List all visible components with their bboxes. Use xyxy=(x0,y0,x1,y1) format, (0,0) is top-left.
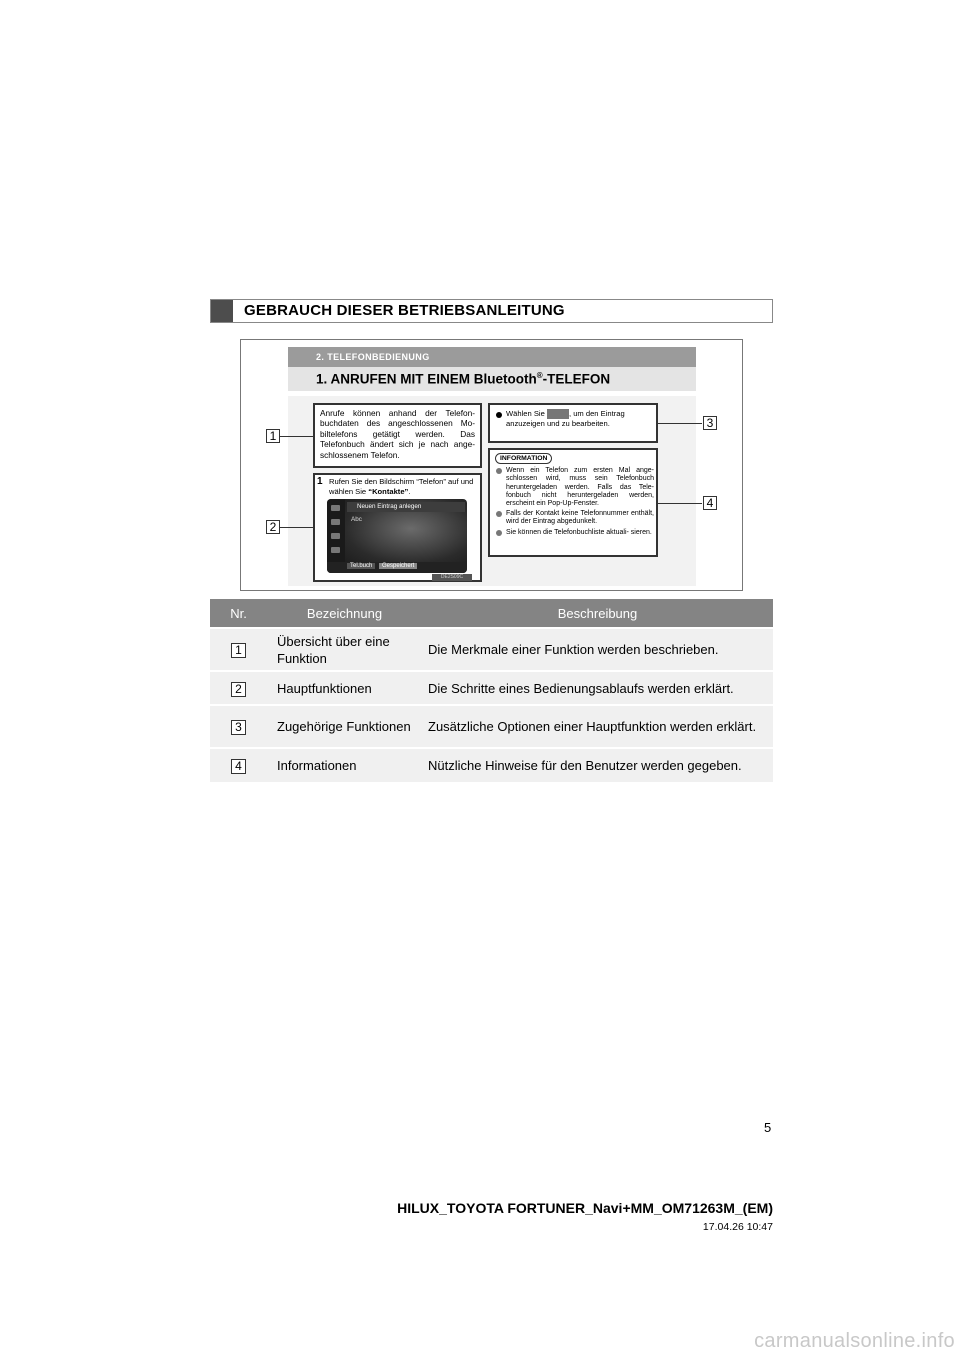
chapter-bar xyxy=(288,347,696,367)
table-header-row xyxy=(210,599,773,628)
header-description: Beschreibung xyxy=(422,599,773,628)
table-row xyxy=(210,748,773,782)
row-name: Zugehörige Funktionen xyxy=(267,705,422,748)
info-item: Wenn ein Telefon zum ersten Mal ange- schlossen wird, muss sein Telefonbuch heruntergeladen werden. Falls das Tele- fonbuch nicht heruntergeladen werden, erscheint ein Pop-Up-Fenster. xyxy=(506,467,654,508)
info-item: Falls der Kontakt keine Telefonnummer enthält, wird der Eintrag abgedunkelt. xyxy=(506,510,654,527)
section-title: GEBRAUCH DIESER BETRIEBSANLEITUNG xyxy=(244,302,565,319)
bullet-icon xyxy=(496,511,502,517)
step-text: Rufen Sie den Bildschirm “Telefon” auf und wählen Sie “Kontakte”. xyxy=(329,477,474,496)
row-description: Die Merkmale einer Funktion werden beschrieben. xyxy=(422,628,773,671)
callout-1: 1 xyxy=(266,429,280,443)
callout-3: 3 xyxy=(703,416,717,430)
screen-bottom-bar: Tel.buch Gespeichert xyxy=(327,562,467,573)
information-box xyxy=(488,448,658,557)
number-box: 4 xyxy=(231,759,246,774)
overview-box: Anrufe können anhand der Telefon- buchdaten des angeschlossenen Mo- biltelefons getätigt werden. Das Telefonbuch ändert sich je nach ange- schlossenem Telefon. xyxy=(313,403,482,468)
number-box: 1 xyxy=(231,643,246,658)
row-name: Hauptfunktionen xyxy=(267,671,422,705)
row-description: Zusätzliche Optionen einer Hauptfunktion werden erklärt. xyxy=(422,705,773,748)
footer-timestamp: 17.04.26 10:47 xyxy=(702,1221,773,1233)
sample-heading: 1. ANRUFEN MIT EINEM Bluetooth®-TELEFON xyxy=(316,371,611,387)
row-name: Übersicht über eine Funktion xyxy=(267,628,422,671)
related-function-box: Wählen Sie , um den Eintrag anzuzeigen und zu bearbeiten. xyxy=(488,403,658,443)
callout-2: 2 xyxy=(266,520,280,534)
footer-title: HILUX_TOYOTA FORTUNER_Navi+MM_OM71263M_(EM) xyxy=(397,1200,773,1216)
number-box: 2 xyxy=(231,682,246,697)
main-function-box xyxy=(313,473,482,582)
page-number: 5 xyxy=(764,1120,772,1135)
callout-line-2 xyxy=(279,527,313,528)
row-description: Die Schritte eines Bedienungsablaufs werden erklärt. xyxy=(422,671,773,705)
info-item: Sie können die Telefonbuchliste aktuali- sieren. xyxy=(506,529,654,537)
number-box: 3 xyxy=(231,720,246,735)
table-row xyxy=(210,628,773,671)
screen-entry: Abc xyxy=(351,516,362,523)
information-tag: INFORMATION xyxy=(495,453,552,464)
chapter-label: 2. TELEFONBEDIENUNG xyxy=(316,352,430,362)
section-header-marker xyxy=(211,300,233,322)
sample-page-illustration xyxy=(240,339,743,591)
header-name: Bezeichnung xyxy=(267,599,422,628)
legend-table xyxy=(210,599,773,782)
bullet-icon xyxy=(496,412,502,418)
row-description: Nützliche Hinweise für den Benutzer werden gegeben. xyxy=(422,748,773,782)
table-row xyxy=(210,705,773,748)
watermark: carmanualsonline.info xyxy=(754,1330,955,1352)
row-name: Informationen xyxy=(267,748,422,782)
edit-icon xyxy=(547,409,569,419)
table-row xyxy=(210,671,773,705)
contacts-screen-image xyxy=(327,499,467,573)
image-code: DE2S09C xyxy=(432,574,472,581)
step-number: 1 xyxy=(317,476,323,487)
callout-line-3 xyxy=(658,423,702,424)
callout-4: 4 xyxy=(703,496,717,510)
sample-page-header xyxy=(288,347,696,391)
section-header xyxy=(210,299,773,323)
bullet-icon xyxy=(496,530,502,536)
screen-top-bar: Neuen Eintrag anlegen xyxy=(347,502,465,512)
header-nr: Nr. xyxy=(210,599,267,628)
callout-line-1 xyxy=(279,436,313,437)
bullet-icon xyxy=(496,468,502,474)
callout-line-4 xyxy=(658,503,702,504)
